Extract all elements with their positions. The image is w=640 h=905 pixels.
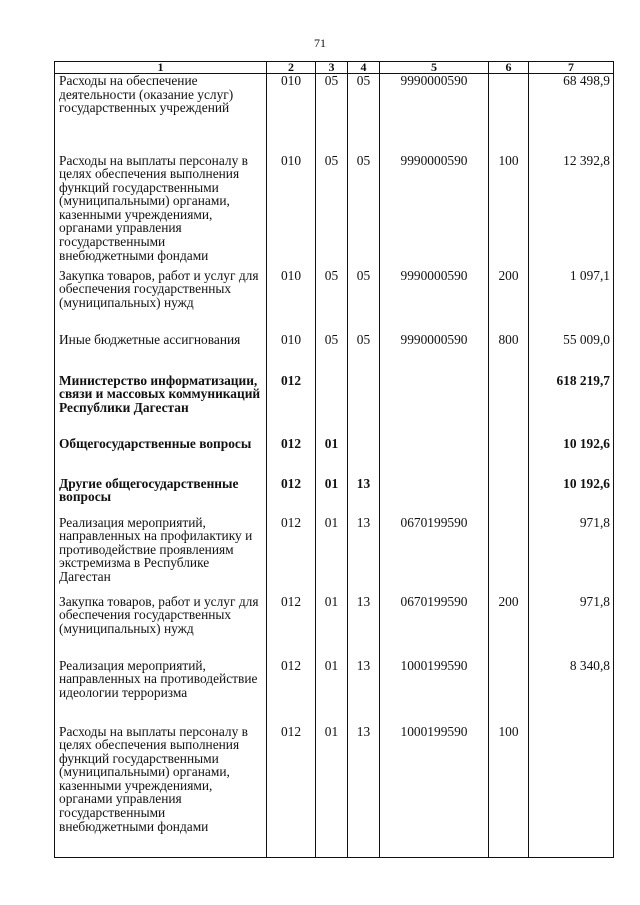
header-col-4: 4 [348, 62, 380, 74]
row-col-3: 05 [316, 333, 348, 374]
row-col-7: 12 392,8 [529, 154, 614, 269]
row-col-5: 1000199590 [380, 659, 489, 725]
row-col-2: 012 [267, 725, 316, 858]
row-col-7: 10 192,6 [529, 437, 614, 477]
row-col-6: 100 [489, 154, 529, 269]
row-name: Закупка товаров, работ и услуг для обеспечения государственных (муниципальных) нужд [55, 269, 267, 333]
table-row [55, 74, 614, 154]
table-header-row [55, 62, 614, 74]
row-col-4 [348, 374, 380, 437]
row-col-7: 68 498,9 [529, 74, 614, 154]
row-name: Расходы на обеспечение деятельности (оказание услуг) государственных учреждений [55, 74, 267, 154]
row-col-6 [489, 516, 529, 595]
row-col-2: 012 [267, 595, 316, 659]
row-col-7: 55 009,0 [529, 333, 614, 374]
row-col-3 [316, 374, 348, 437]
row-col-4: 13 [348, 477, 380, 516]
row-name: Расходы на выплаты персоналу в целях обеспечения выполнения функций государственными (муниципальными) органами, казенными учреждениями, органами управления государственными внебюджетными фондами [55, 154, 267, 269]
row-name: Министерство информатизации, связи и массовых коммуникаций Республики Дагестан [55, 374, 267, 437]
header-col-5: 5 [380, 62, 489, 74]
row-name: Реализация мероприятий, направленных на противодействие идеологии терроризма [55, 659, 267, 725]
row-col-5 [380, 437, 489, 477]
table-row [55, 333, 614, 374]
row-col-2: 012 [267, 516, 316, 595]
row-col-6: 200 [489, 595, 529, 659]
row-col-5: 9990000590 [380, 269, 489, 333]
row-col-2: 012 [267, 659, 316, 725]
table-row [55, 269, 614, 333]
table-row [55, 374, 614, 437]
row-col-2: 010 [267, 154, 316, 269]
table-row [55, 516, 614, 595]
row-col-7: 618 219,7 [529, 374, 614, 437]
row-col-2: 010 [267, 74, 316, 154]
header-col-2: 2 [267, 62, 316, 74]
header-col-6: 6 [489, 62, 529, 74]
row-col-6 [489, 477, 529, 516]
row-col-2: 012 [267, 477, 316, 516]
row-col-6: 800 [489, 333, 529, 374]
row-name: Реализация мероприятий, направленных на профилактику и противодействие проявлениям экстремизма в Республике Дагестан [55, 516, 267, 595]
row-col-5: 0670199590 [380, 595, 489, 659]
row-col-5 [380, 477, 489, 516]
table-row [55, 477, 614, 516]
header-col-3: 3 [316, 62, 348, 74]
row-col-3: 01 [316, 477, 348, 516]
row-name: Другие общегосударственные вопросы [55, 477, 267, 516]
row-col-4: 13 [348, 725, 380, 858]
row-col-4: 13 [348, 516, 380, 595]
row-col-3: 01 [316, 725, 348, 858]
row-col-5: 1000199590 [380, 725, 489, 858]
row-col-7 [529, 725, 614, 858]
header-col-1: 1 [55, 62, 267, 74]
row-col-2: 012 [267, 437, 316, 477]
row-col-6: 100 [489, 725, 529, 858]
row-col-3: 01 [316, 595, 348, 659]
row-col-4: 05 [348, 333, 380, 374]
row-name: Иные бюджетные ассигнования [55, 333, 267, 374]
row-col-5: 9990000590 [380, 154, 489, 269]
row-col-6 [489, 374, 529, 437]
row-col-7: 971,8 [529, 516, 614, 595]
row-col-4 [348, 437, 380, 477]
row-col-7: 1 097,1 [529, 269, 614, 333]
row-col-7: 10 192,6 [529, 477, 614, 516]
row-col-3: 05 [316, 269, 348, 333]
table-row [55, 437, 614, 477]
row-col-6: 200 [489, 269, 529, 333]
row-col-2: 010 [267, 269, 316, 333]
row-col-7: 8 340,8 [529, 659, 614, 725]
table-row [55, 659, 614, 725]
row-col-5: 9990000590 [380, 74, 489, 154]
row-col-6 [489, 659, 529, 725]
row-col-3: 05 [316, 74, 348, 154]
row-col-4: 05 [348, 269, 380, 333]
row-col-6 [489, 74, 529, 154]
header-col-7: 7 [529, 62, 614, 74]
row-col-4: 05 [348, 74, 380, 154]
row-col-4: 13 [348, 659, 380, 725]
row-col-3: 01 [316, 437, 348, 477]
row-col-5: 0670199590 [380, 516, 489, 595]
row-col-5: 9990000590 [380, 333, 489, 374]
table-row [55, 595, 614, 659]
table-row [55, 725, 614, 858]
row-col-2: 010 [267, 333, 316, 374]
row-col-3: 01 [316, 659, 348, 725]
row-col-4: 13 [348, 595, 380, 659]
row-col-7: 971,8 [529, 595, 614, 659]
row-col-3: 05 [316, 154, 348, 269]
budget-table [54, 61, 614, 858]
row-col-6 [489, 437, 529, 477]
row-col-4: 05 [348, 154, 380, 269]
row-col-3: 01 [316, 516, 348, 595]
row-name: Расходы на выплаты персоналу в целях обеспечения выполнения функций государственными (муниципальными) органами, казенными учреждениями, органами управления государственными внебюджетными фондами [55, 725, 267, 858]
table-row [55, 154, 614, 269]
page-number: 71 [314, 36, 326, 50]
row-name: Общегосударственные вопросы [55, 437, 267, 477]
row-name: Закупка товаров, работ и услуг для обеспечения государственных (муниципальных) нужд [55, 595, 267, 659]
row-col-5 [380, 374, 489, 437]
row-col-2: 012 [267, 374, 316, 437]
